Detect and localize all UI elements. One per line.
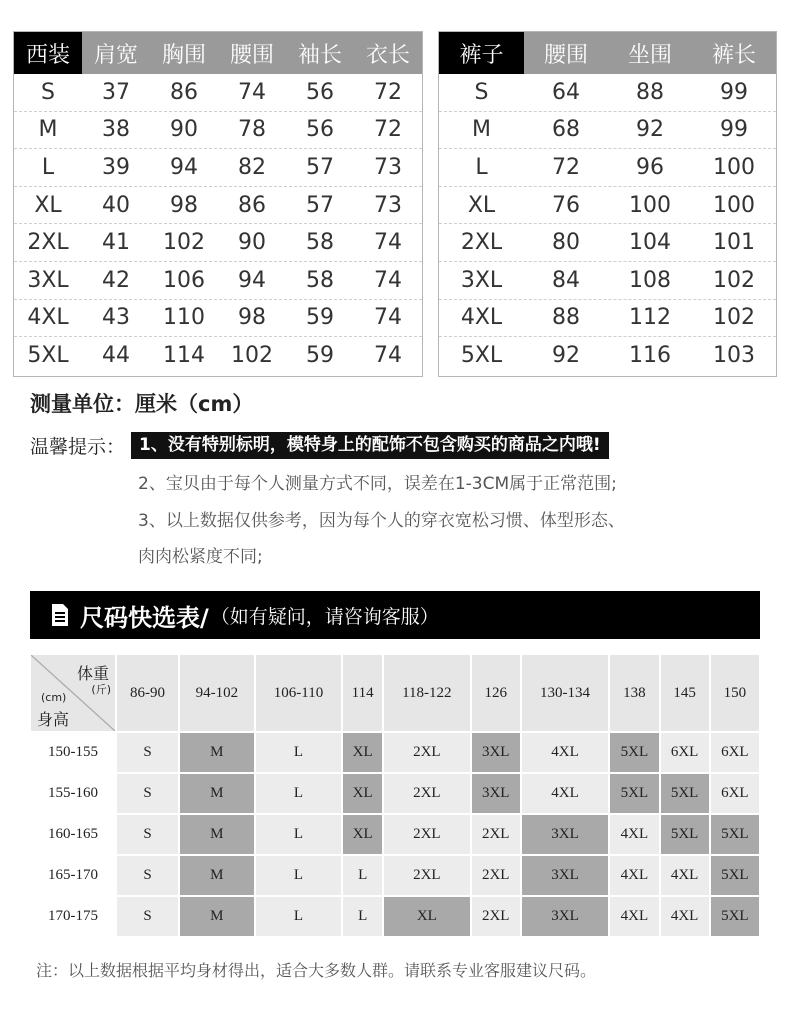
size-cell: S [116,855,179,896]
weight-column-header: 126 [471,654,521,732]
measurement-cell: 98 [170,192,198,218]
suit-header-cell: 袖长 [297,42,342,68]
measurement-cell: 100 [629,192,671,218]
suit-header-cell: 胸围 [161,42,206,68]
suit-header-cell: 肩宽 [93,42,138,68]
pants-header-cell: 坐围 [627,42,672,68]
size-cell: 4XL [609,814,659,855]
quick-select-banner [30,591,760,639]
table-row [14,336,422,374]
weight-unit: (斤) [91,683,111,696]
size-label-cell: 2XL [460,230,503,256]
size-label-cell: 5XL [27,342,69,368]
size-cell: L [342,896,383,937]
measurement-cell: 40 [102,192,130,218]
measurement-cell: 102 [163,230,205,256]
measurement-cell: 44 [102,342,130,368]
measurement-cell: 56 [306,117,334,143]
size-cell: 4XL [609,855,659,896]
tip-line: 肉肉松紧度不同; [138,547,263,567]
pants-table-body [439,74,776,374]
measurement-cell: 100 [713,192,755,218]
size-cell: 4XL [521,773,610,814]
weight-column-header: 114 [342,654,383,732]
table-row [14,223,422,261]
measurement-cell: 72 [374,117,402,143]
measurement-cell: 99 [720,117,748,143]
weight-column-header: 145 [660,654,710,732]
size-label-cell: 4XL [460,305,503,331]
measurement-cell: 100 [713,154,755,180]
measurement-cell: 96 [636,154,664,180]
measurement-cell: 42 [102,267,130,293]
size-cell: L [255,896,343,937]
measurement-cell: 78 [238,117,266,143]
size-cell: M [179,896,255,937]
size-cell: 5XL [710,855,760,896]
quick-select-subtitle: （如有疑问，请咨询客服） [210,605,439,628]
measurement-cell: 112 [629,305,671,331]
size-label-cell: S [474,79,489,105]
measurement-cell: 101 [713,230,755,256]
size-cell: 2XL [383,855,471,896]
document-icon [50,603,70,627]
height-row-label: 160-165 [30,814,116,855]
table-row [30,732,760,773]
quick-select-title: 尺码快选表/ [80,603,209,632]
measurement-cell: 82 [238,154,266,180]
size-cell: S [116,773,179,814]
weight-label: 体重 [76,664,109,683]
measurement-cell: 38 [102,117,130,143]
table-row [439,336,776,374]
size-cell: M [179,732,255,773]
size-cell: L [342,855,383,896]
measurement-cell: 114 [163,342,205,368]
size-cell: 3XL [471,732,521,773]
measurement-cell: 98 [238,305,266,331]
quick-size-table [30,654,760,937]
measurement-cell: 102 [713,267,755,293]
suit-table-body [14,74,422,374]
size-cell: M [179,814,255,855]
size-cell: M [179,773,255,814]
measurement-cell: 74 [374,230,402,256]
size-cell: 5XL [710,814,760,855]
height-unit: (cm) [41,691,67,704]
measurement-cell: 59 [306,342,334,368]
measurement-cell: 116 [629,342,671,368]
measurement-cell: 68 [552,117,580,143]
measurement-cell: 103 [713,342,755,368]
measurement-cell: 88 [636,79,664,105]
size-cell: S [116,814,179,855]
size-label-cell: 2XL [27,230,69,256]
measurement-cell: 94 [170,154,198,180]
size-cell: 4XL [609,896,659,937]
size-cell: 2XL [471,896,521,937]
table-row [439,74,776,111]
weight-column-header: 138 [609,654,659,732]
table-row [14,148,422,186]
suit-header-cell: 衣长 [365,42,410,68]
measurement-cell: 104 [629,230,671,256]
size-label-cell: M [472,117,491,143]
measurement-cell: 80 [552,230,580,256]
size-cell: 5XL [609,732,659,773]
table-row [30,814,760,855]
size-label-cell: 4XL [27,305,69,331]
measurement-cell: 43 [102,305,130,331]
measurement-unit: 测量单位：厘米（cm） [30,392,254,416]
measurement-cell: 56 [306,79,334,105]
measurement-cell: 108 [629,267,671,293]
weight-column-header: 150 [710,654,760,732]
weight-column-header: 86-90 [116,654,179,732]
size-cell: 2XL [471,814,521,855]
height-row-label: 165-170 [30,855,116,896]
footnote: 注：以上数据根据平均身材得出，适合大多数人群。请联系专业客服建议尺码。 [36,961,597,980]
measurement-cell: 58 [306,267,334,293]
measurement-cell: 74 [374,342,402,368]
tips-label: 温馨提示： [30,436,126,458]
measurement-cell: 72 [374,79,402,105]
table-row [14,186,422,224]
tip-line: 2、宝贝由于每个人测量方式不同，误差在1-3CM属于正常范围; [138,474,617,494]
size-cell: 6XL [710,732,760,773]
size-label-cell: 3XL [460,267,503,293]
size-cell: S [116,896,179,937]
size-cell: L [255,773,343,814]
size-cell: 2XL [383,732,471,773]
measurement-cell: 74 [374,305,402,331]
size-cell: 2XL [383,773,471,814]
table-row [14,261,422,299]
measurement-cell: 84 [552,267,580,293]
pants-header-cell: 裤子 [439,32,524,74]
weight-column-header: 106-110 [255,654,343,732]
size-cell: XL [383,896,471,937]
tip-line: 3、以上数据仅供参考，因为每个人的穿衣宽松习惯、体型形态、 [138,511,625,531]
size-cell: M [179,855,255,896]
table-row [14,111,422,149]
size-cell: 6XL [660,732,710,773]
size-cell: 3XL [521,855,610,896]
measurement-cell: 86 [170,79,198,105]
pants-header-cell: 腰围 [543,42,588,68]
table-row [30,896,760,937]
size-cell: L [255,855,343,896]
size-cell: L [255,814,343,855]
table-row [30,855,760,896]
size-label-cell: XL [34,192,62,218]
measurement-cell: 59 [306,305,334,331]
table-row [14,74,422,111]
measurement-cell: 64 [552,79,580,105]
table-row [439,111,776,149]
height-label: 身高 [37,710,70,729]
corner-cell [30,654,116,732]
height-row-label: 170-175 [30,896,116,937]
size-label-cell: S [41,79,55,105]
measurement-cell: 106 [163,267,205,293]
measurement-cell: 90 [238,230,266,256]
size-cell: 2XL [471,855,521,896]
measurement-cell: 92 [552,342,580,368]
table-row [30,773,760,814]
quick-table-header [30,654,760,732]
measurement-cell: 92 [636,117,664,143]
measurement-cell: 39 [102,154,130,180]
size-cell: 6XL [710,773,760,814]
measurement-cell: 94 [238,267,266,293]
measurement-cell: 86 [238,192,266,218]
size-cell: L [255,732,343,773]
size-cell: 4XL [660,896,710,937]
size-cell: XL [342,732,383,773]
table-row [439,148,776,186]
measurement-cell: 41 [102,230,130,256]
size-cell: 2XL [383,814,471,855]
table-row [439,186,776,224]
measurement-cell: 72 [552,154,580,180]
suit-header-cell: 西装 [14,32,82,74]
size-cell: 3XL [521,814,610,855]
size-cell: S [116,732,179,773]
size-cell: XL [342,814,383,855]
measurement-cell: 88 [552,305,580,331]
size-cell: XL [342,773,383,814]
suit-size-table [13,31,423,377]
table-row [14,299,422,337]
height-row-label: 150-155 [30,732,116,773]
table-row [439,299,776,337]
suit-table-header [14,32,422,74]
measurement-cell: 76 [552,192,580,218]
size-cell: 3XL [521,896,610,937]
measurement-cell: 90 [170,117,198,143]
weight-column-header: 118-122 [383,654,471,732]
measurement-cell: 99 [720,79,748,105]
measurement-cell: 37 [102,79,130,105]
pants-table-header [439,32,776,74]
size-label-cell: 5XL [460,342,503,368]
size-cell: 5XL [710,896,760,937]
measurement-cell: 110 [163,305,205,331]
measurement-cell: 102 [231,342,273,368]
size-cell: 4XL [660,855,710,896]
weight-column-header: 130-134 [521,654,610,732]
measurement-cell: 57 [306,192,334,218]
measurement-cell: 57 [306,154,334,180]
measurement-cell: 74 [374,267,402,293]
size-label-cell: XL [467,192,496,218]
pants-size-table [438,31,777,377]
size-cell: 5XL [660,773,710,814]
quick-table-body [30,732,760,937]
tip-highlight: 1、没有特别标明，模特身上的配饰不包含购买的商品之内哦! [131,432,609,459]
measurement-cell: 73 [374,192,402,218]
height-row-label: 155-160 [30,773,116,814]
table-row [439,223,776,261]
size-cell: 3XL [471,773,521,814]
pants-header-cell: 裤长 [711,42,756,68]
table-row [439,261,776,299]
measurement-cell: 74 [238,79,266,105]
size-label-cell: M [38,117,58,143]
suit-header-cell: 腰围 [229,42,274,68]
measurement-cell: 102 [713,305,755,331]
size-label-cell: L [475,154,488,180]
measurement-cell: 58 [306,230,334,256]
size-label-cell: L [41,154,55,180]
size-cell: 5XL [609,773,659,814]
size-cell: 4XL [521,732,610,773]
size-cell: 5XL [660,814,710,855]
size-label-cell: 3XL [27,267,69,293]
weight-column-header: 94-102 [179,654,255,732]
measurement-cell: 73 [374,154,402,180]
